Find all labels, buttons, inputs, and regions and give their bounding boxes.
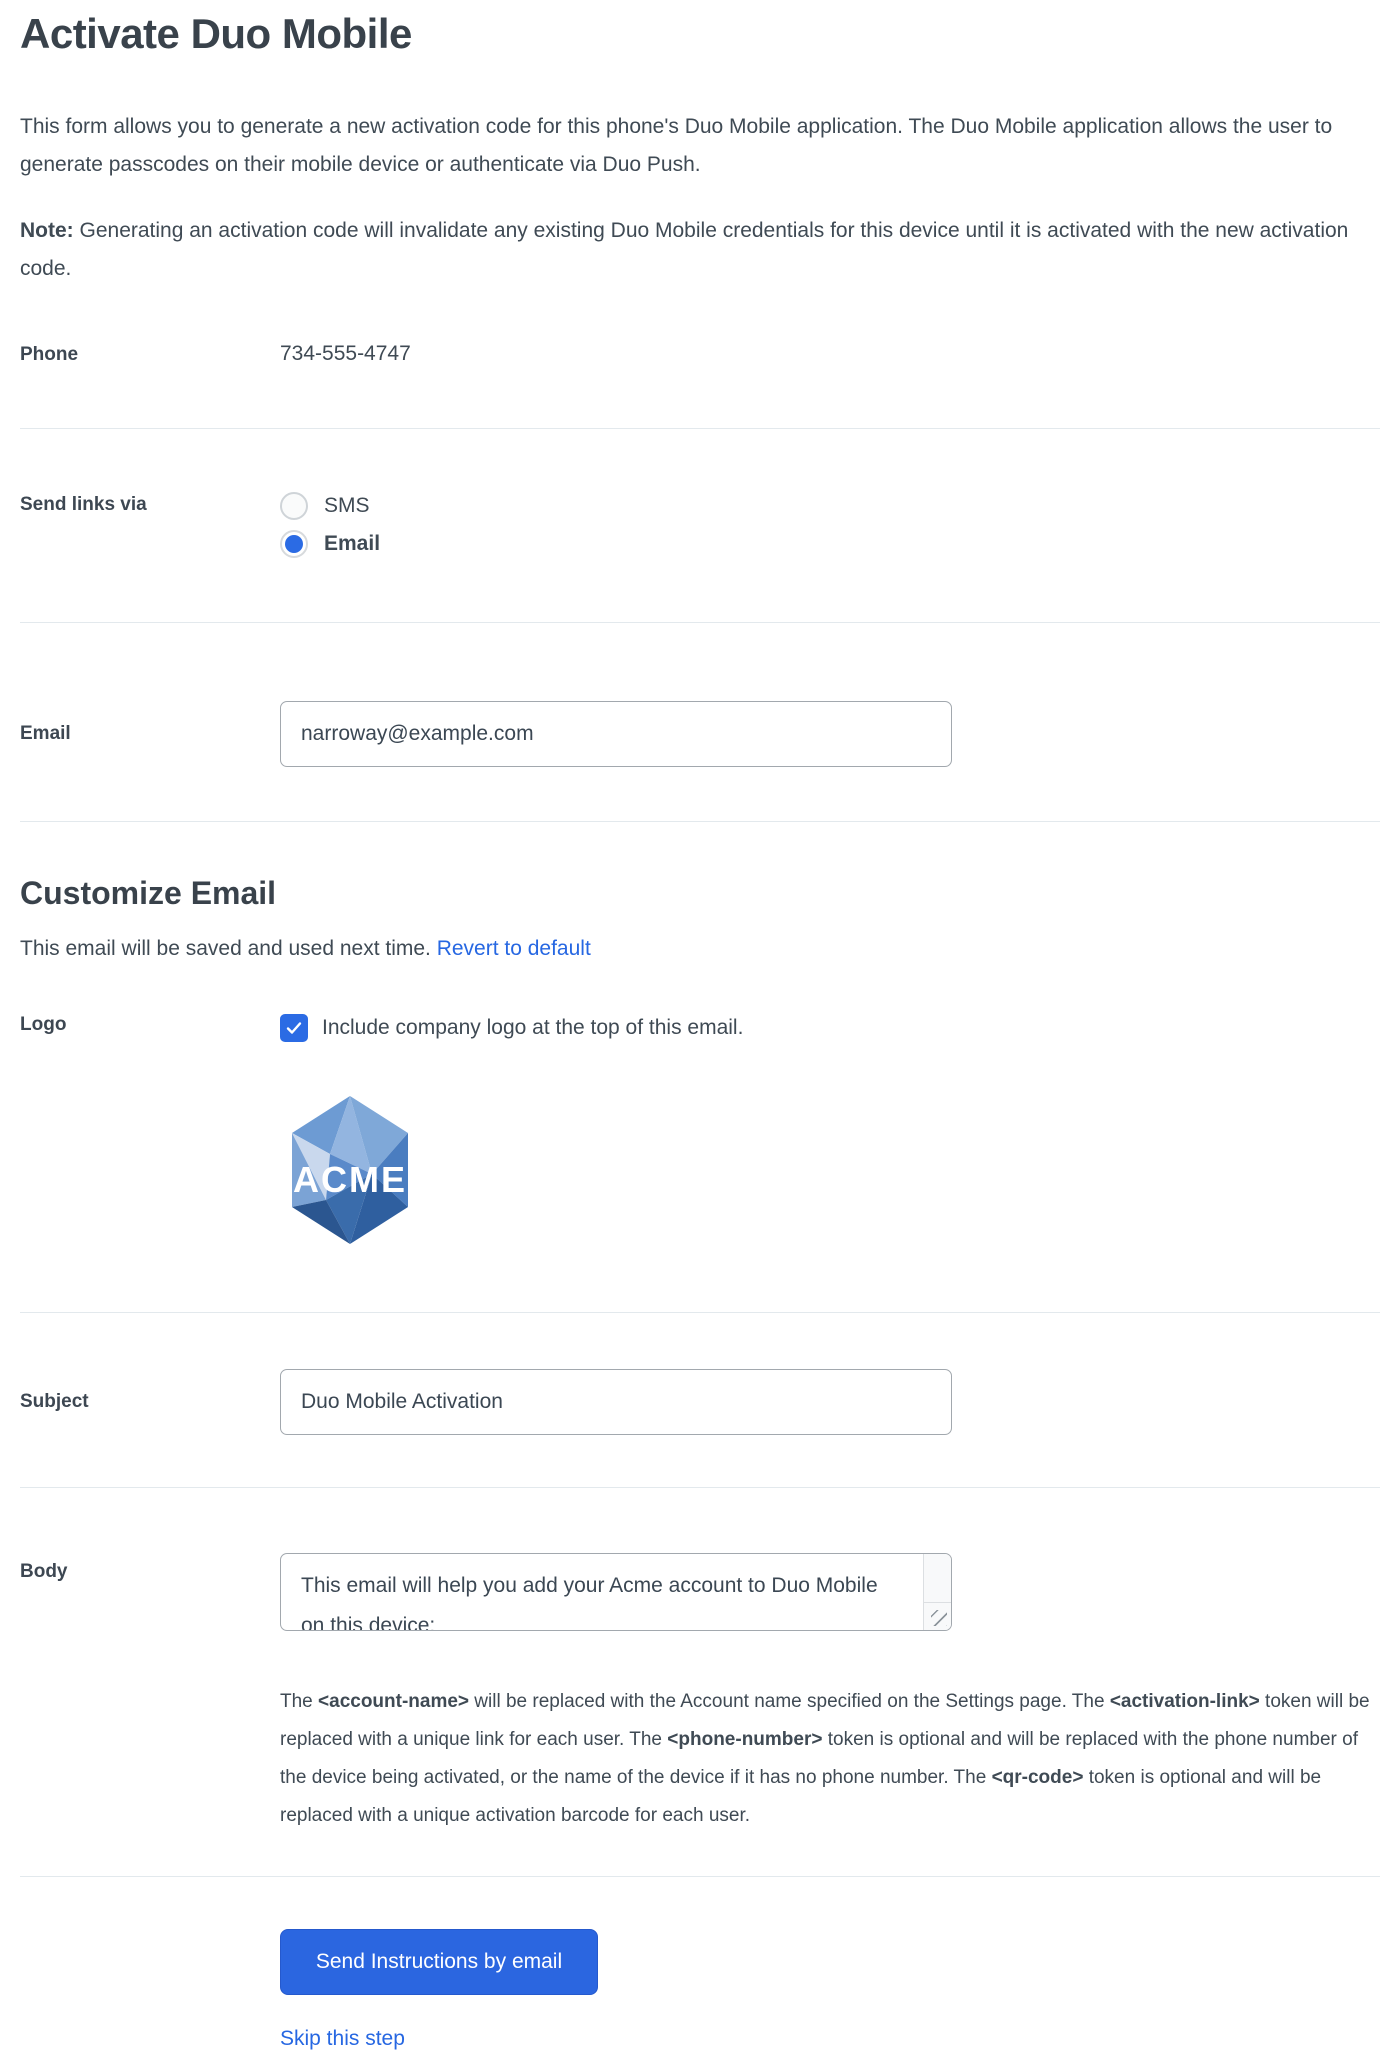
email-label: Email <box>20 723 71 744</box>
phone-number-token: <phone-number> <box>667 1729 823 1750</box>
subject-input[interactable] <box>280 1369 952 1435</box>
note-label: Note: <box>20 219 74 242</box>
footer-actions <box>20 1877 1380 2053</box>
customize-email-subtext <box>20 934 1380 964</box>
customize-email-subtext-text: This email will be saved and used next time. <box>20 937 437 960</box>
textarea-scrollbar[interactable] <box>923 1554 951 1630</box>
email-radio-label: Email <box>324 532 381 555</box>
radio-option-email[interactable] <box>280 529 1380 559</box>
email-input[interactable] <box>280 701 952 767</box>
resize-handle-icon[interactable] <box>931 1610 947 1626</box>
help-segment: will be replaced with the Account name specified on the Settings page. The <box>469 1691 1110 1712</box>
customize-email-heading: Customize Email <box>20 875 277 911</box>
page-title: Activate Duo Mobile <box>20 10 412 57</box>
help-segment: token is optional and will be replaced with a unique activation barcode for each user. <box>280 1767 1322 1826</box>
body-textarea[interactable] <box>280 1553 952 1631</box>
include-logo-checkbox[interactable] <box>280 1014 308 1042</box>
send-instructions-button[interactable]: Send Instructions by email <box>280 1929 598 1995</box>
sms-radio-label: SMS <box>324 494 370 517</box>
note-text: Generating an activation code will invalidate any existing Duo Mobile credentials for this device until it is activated with the new activation code. <box>20 219 1349 280</box>
intro-paragraph: This form allows you to generate a new activation code for this phone's Duo Mobile application. The Duo Mobile application allows the user to generate passcodes on their mobile device or authenticate via Duo Push. <box>20 115 1333 176</box>
note-paragraph <box>20 212 1380 288</box>
include-logo-option[interactable] <box>280 1014 1380 1042</box>
email-radio-button[interactable] <box>280 530 308 558</box>
account-name-token: <account-name> <box>318 1691 470 1712</box>
divider <box>20 821 1380 822</box>
activation-link-token: <activation-link> <box>1109 1691 1260 1712</box>
logo-label: Logo <box>20 1014 67 1035</box>
scrollbar-divider <box>924 1602 951 1603</box>
email-row <box>20 623 1380 821</box>
send-links-row <box>20 429 1380 622</box>
sms-radio-button[interactable] <box>280 492 308 520</box>
subject-row <box>20 1313 1380 1487</box>
phone-row <box>20 288 1380 428</box>
send-links-label: Send links via <box>20 494 147 515</box>
logo-row <box>20 964 1380 1312</box>
body-row <box>20 1488 1380 1876</box>
phone-value: 734-555-4747 <box>280 342 411 365</box>
checkmark-icon <box>285 1019 303 1037</box>
help-segment: token will be replaced with a unique link for each user. The <box>280 1691 1370 1750</box>
include-logo-checkbox-label: Include company logo at the top of this email. <box>322 1016 744 1039</box>
subject-label: Subject <box>20 1391 89 1412</box>
footer-spacer <box>20 1877 280 2053</box>
radio-option-sms[interactable] <box>280 491 1380 521</box>
help-segment: token is optional and will be replaced with the phone number of the device being activated, or the name of the device if it has no phone number. The <box>280 1729 1358 1788</box>
acme-company-logo <box>280 1094 420 1246</box>
revert-to-default-link[interactable]: Revert to default <box>436 937 591 960</box>
acme-logo-text: ACME <box>293 1159 407 1200</box>
token-help-text <box>280 1683 1380 1835</box>
body-label: Body <box>20 1561 68 1582</box>
phone-label: Phone <box>20 344 79 365</box>
qr-code-token: <qr-code> <box>991 1767 1084 1788</box>
skip-this-step-link[interactable]: Skip this step <box>280 2027 405 2050</box>
help-segment: The <box>280 1691 319 1712</box>
